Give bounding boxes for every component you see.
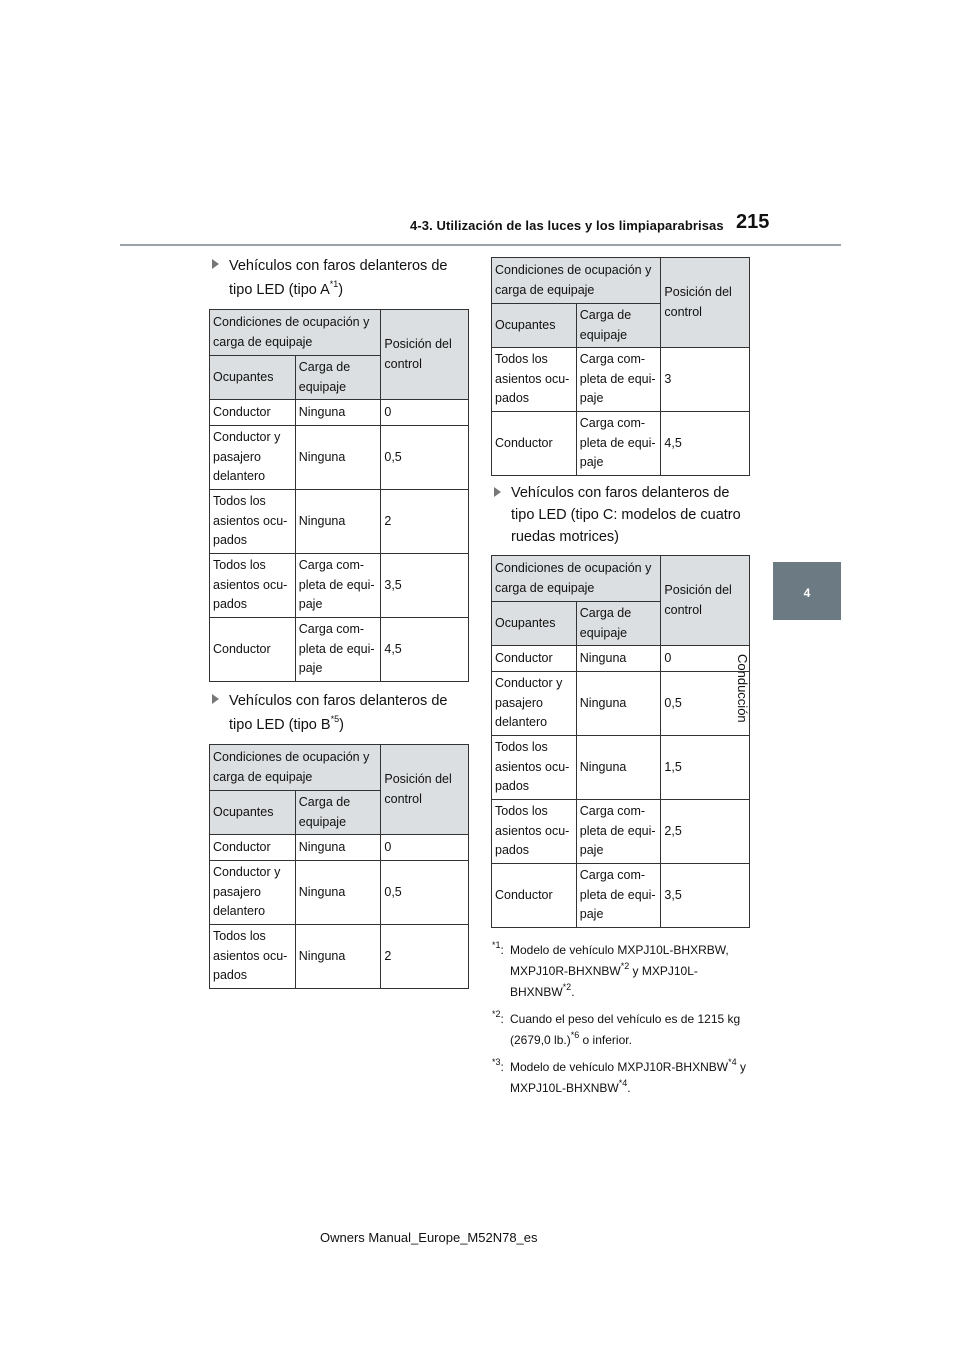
table-cell: Ninguna bbox=[576, 672, 661, 736]
header-rule bbox=[120, 244, 841, 246]
table-row bbox=[210, 618, 469, 682]
section-heading-type-c: Vehículos con faros delanteros de tipo LED (tipo C: modelos de cuatro ruedas motrices) bbox=[494, 482, 756, 548]
table-cell: 4,5 bbox=[381, 618, 469, 682]
table-cell: 0 bbox=[381, 835, 469, 861]
table-cell: Conductor bbox=[210, 400, 296, 426]
table-cell: 2,5 bbox=[661, 800, 750, 864]
table-cell: 4,5 bbox=[661, 412, 750, 476]
header-occupants: Ocupantes bbox=[210, 356, 296, 400]
table-row bbox=[210, 925, 469, 989]
section-heading-type-b: Vehículos con faros delanteros de tipo LED (tipo $B^{*5}$) bbox=[212, 689, 472, 737]
table-cell: Ninguna bbox=[295, 400, 381, 426]
table-cell: 2 bbox=[381, 490, 469, 554]
table-row bbox=[210, 426, 469, 490]
table-cell: Conductor bbox=[210, 618, 296, 682]
table-cell: 0,5 bbox=[661, 672, 750, 736]
table-row bbox=[210, 554, 469, 618]
header-position: Posición del control bbox=[381, 310, 469, 400]
table-cell: Todos los asientos ocu- pados bbox=[492, 800, 577, 864]
table-row bbox=[210, 400, 469, 426]
section-title: 4-3. Utilización de las luces y los limpiaparabrisas bbox=[410, 218, 724, 233]
table-cell: 0 bbox=[381, 400, 469, 426]
table-cell: 0 bbox=[661, 646, 750, 672]
table-type-a bbox=[209, 309, 469, 682]
bullet-arrow-icon bbox=[212, 694, 219, 704]
table-cell: 3,5 bbox=[661, 864, 750, 928]
chapter-label: Conducción bbox=[735, 654, 750, 723]
table-cell: Carga com- pleta de equi- paje bbox=[576, 864, 661, 928]
table-cell: 0,5 bbox=[381, 426, 469, 490]
header-position: Posición del control bbox=[381, 745, 469, 835]
table-row bbox=[492, 864, 750, 928]
table-cell: Carga com- pleta de equi- paje bbox=[295, 618, 381, 682]
table-cell: Ninguna bbox=[295, 490, 381, 554]
table-row bbox=[492, 348, 750, 412]
table-cell: Conductor y pasajero delantero bbox=[210, 426, 296, 490]
table-row bbox=[210, 490, 469, 554]
table-cell: Todos los asientos ocu- pados bbox=[210, 925, 296, 989]
table-cell: Conductor y pasajero delantero bbox=[210, 861, 296, 925]
table-cell: Todos los asientos ocu- pados bbox=[210, 490, 296, 554]
header-conditions: Condiciones de ocupación y carga de equipaje bbox=[492, 258, 661, 304]
footnote-3: $^{*3}$: Modelo de vehículo MXPJ10R-BHXNBW$^{*4}$ y MXPJ10L-BHXNBW$^{*4}$. bbox=[492, 1057, 746, 1095]
header-load: Carga de equipaje bbox=[576, 602, 661, 646]
footer-doc-id: Owners Manual_Europe_M52N78_es bbox=[320, 1230, 538, 1245]
table-row bbox=[492, 646, 750, 672]
table-cell: Conductor bbox=[210, 835, 296, 861]
table-cell: 2 bbox=[381, 925, 469, 989]
header-occupants: Ocupantes bbox=[492, 602, 577, 646]
table-type-b-continued bbox=[491, 257, 750, 476]
table-cell: 0,5 bbox=[381, 861, 469, 925]
table-cell: Conductor bbox=[492, 412, 577, 476]
table-cell: Ninguna bbox=[295, 861, 381, 925]
header-load: Carga de equipaje bbox=[576, 304, 661, 348]
table-cell: Carga com- pleta de equi- paje bbox=[576, 800, 661, 864]
table-row bbox=[492, 672, 750, 736]
header-conditions: Condiciones de ocupación y carga de equipaje bbox=[210, 745, 381, 791]
header-position: Posición del control bbox=[661, 258, 750, 348]
table-cell: Todos los asientos ocu- pados bbox=[492, 736, 577, 800]
page-number: 215 bbox=[736, 211, 770, 233]
table-cell: Carga com- pleta de equi- paje bbox=[576, 412, 661, 476]
table-cell: Conductor y pasajero delantero bbox=[492, 672, 577, 736]
table-cell: Ninguna bbox=[576, 736, 661, 800]
header-load: Carga de equipaje bbox=[295, 791, 381, 835]
table-cell: Todos los asientos ocu- pados bbox=[492, 348, 577, 412]
table-cell: Ninguna bbox=[295, 426, 381, 490]
table-cell: Ninguna bbox=[295, 835, 381, 861]
table-cell: Carga com- pleta de equi- paje bbox=[295, 554, 381, 618]
table-type-b bbox=[209, 744, 469, 989]
footnote-1: $^{*1}$: Modelo de vehículo MXPJ10L-BHXRBW, MXPJ10R-BHXNBW$^{*2}$ y MXPJ10L-BHXNBW$^{*2}$. bbox=[492, 940, 729, 999]
footnotes bbox=[492, 940, 762, 1105]
table-cell: Carga com- pleta de equi- paje bbox=[576, 348, 661, 412]
chapter-tab[interactable] bbox=[773, 562, 841, 620]
header-load: Carga de equipaje bbox=[295, 356, 381, 400]
chapter-number: 4 bbox=[803, 586, 811, 600]
table-type-c bbox=[491, 555, 750, 928]
bullet-arrow-icon bbox=[212, 259, 219, 269]
bullet-arrow-icon bbox=[494, 487, 501, 497]
table-cell: 3,5 bbox=[381, 554, 469, 618]
header-occupants: Ocupantes bbox=[492, 304, 577, 348]
table-cell: Todos los asientos ocu- pados bbox=[210, 554, 296, 618]
header-conditions: Condiciones de ocupación y carga de equipaje bbox=[492, 556, 661, 602]
table-row bbox=[210, 835, 469, 861]
section-heading-type-a: Vehículos con faros delanteros de tipo LED (tipo $A^{*1}$) bbox=[212, 254, 472, 302]
header-occupants: Ocupantes bbox=[210, 791, 296, 835]
table-cell: Ninguna bbox=[576, 646, 661, 672]
table-row bbox=[492, 412, 750, 476]
table-cell: 3 bbox=[661, 348, 750, 412]
table-cell: 1,5 bbox=[661, 736, 750, 800]
table-cell: Ninguna bbox=[295, 925, 381, 989]
table-row bbox=[492, 736, 750, 800]
table-row bbox=[492, 800, 750, 864]
header-position: Posición del control bbox=[661, 556, 750, 646]
footnote-2: $^{*2}$: Cuando el peso del vehículo es de 1215 kg (2679,0 lb.)$^{*6}$ o inferior. bbox=[492, 1009, 741, 1047]
header-conditions: Condiciones de ocupación y carga de equipaje bbox=[210, 310, 381, 356]
table-row bbox=[210, 861, 469, 925]
table-cell: Conductor bbox=[492, 646, 577, 672]
table-cell: Conductor bbox=[492, 864, 577, 928]
